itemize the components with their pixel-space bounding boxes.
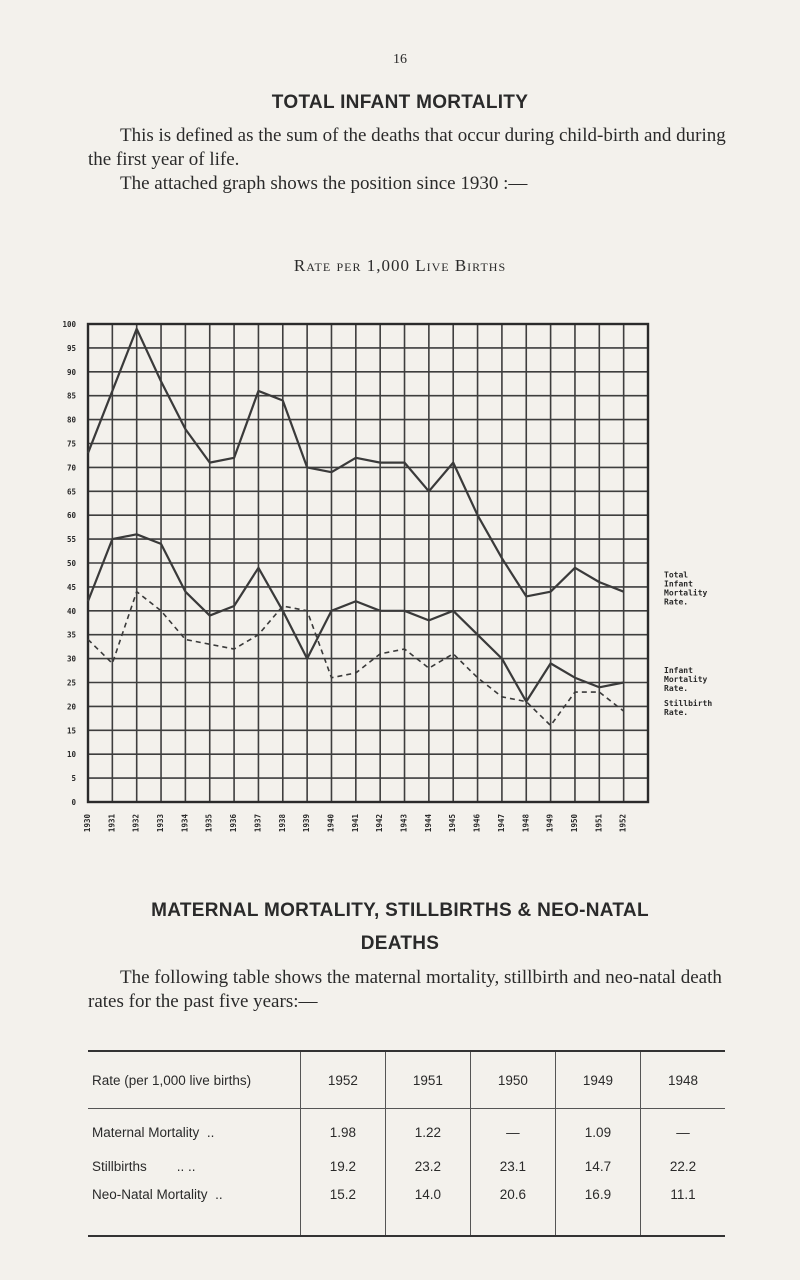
y-tick-label: 15 [66, 726, 76, 736]
y-tick-label: 25 [66, 678, 76, 688]
definition-paragraph: This is defined as the sum of the deaths that occur during child-birth and during the first year of life. [88, 125, 726, 170]
chart-title: Rate per 1,000 Live Births [293, 256, 507, 275]
table-cell: 20.6 [470, 1183, 555, 1236]
x-tick-label: 1952 [618, 814, 628, 833]
y-tick-label: 80 [66, 415, 76, 425]
x-tick-label: 1939 [302, 814, 312, 833]
y-tick-label: 90 [66, 367, 76, 377]
y-tick-label: 85 [66, 391, 76, 401]
table-cell: 22.2 [640, 1149, 725, 1183]
table-intro-paragraph: The following table shows the maternal mortality, stillbirth and neo-natal death rates for the past five years:— [88, 967, 722, 1012]
x-tick-label: 1951 [594, 814, 604, 833]
table-header-year: 1949 [555, 1051, 640, 1109]
table-cell: 1.22 [385, 1109, 470, 1150]
row-label: Stillbirths .. .. [92, 1158, 196, 1174]
table-cell: 19.2 [300, 1149, 385, 1183]
graph-intro-paragraph: The attached graph shows the position since 1930 :— [120, 173, 528, 194]
y-tick-label: 70 [66, 463, 76, 473]
section-heading-deaths: DEATHS [360, 933, 440, 954]
x-tick-label: 1932 [131, 814, 141, 833]
y-tick-label: 60 [66, 511, 76, 521]
x-tick-label: 1934 [180, 814, 190, 833]
table-header-label: Rate (per 1,000 live births) [88, 1051, 300, 1109]
y-tick-label: 0 [71, 798, 76, 807]
table-cell: 1.09 [555, 1109, 640, 1150]
table-cell: — [470, 1109, 555, 1150]
y-tick-label: 45 [66, 582, 76, 592]
y-tick-label: 10 [66, 750, 76, 760]
legend-label-3: Stillbirth Rate. [664, 699, 713, 718]
y-tick-label: 50 [66, 559, 76, 568]
page-number: 16 [393, 52, 407, 67]
table-cell: 14.7 [555, 1149, 640, 1183]
y-tick-label: 5 [71, 774, 76, 784]
x-tick-label: 1942 [375, 814, 385, 833]
table-row [88, 1183, 725, 1236]
x-tick-label: 1938 [277, 814, 287, 833]
y-tick-label: 55 [66, 535, 76, 545]
x-tick-label: 1940 [326, 814, 336, 833]
x-tick-label: 1950 [569, 814, 579, 833]
table-cell: 23.1 [470, 1149, 555, 1183]
table-cell: 11.1 [640, 1183, 725, 1236]
legend-label-1: Total Infant Mortality Rate. [664, 570, 708, 607]
x-tick-label: 1943 [399, 814, 409, 833]
x-tick-label: 1947 [496, 814, 506, 833]
table-cell: 1.98 [300, 1109, 385, 1150]
x-tick-label: 1949 [545, 814, 555, 833]
table-header-year: 1950 [470, 1051, 555, 1109]
x-tick-label: 1948 [521, 814, 531, 833]
y-tick-label: 20 [66, 702, 76, 712]
table-cell: — [640, 1109, 725, 1150]
x-tick-label: 1935 [204, 814, 214, 833]
table-cell: 15.2 [300, 1183, 385, 1236]
y-tick-label: 30 [66, 654, 76, 664]
y-tick-label: 95 [66, 343, 76, 353]
x-tick-label: 1936 [229, 814, 239, 833]
mortality-line-chart [50, 308, 730, 868]
y-tick-label: 65 [66, 487, 76, 497]
x-tick-label: 1941 [350, 814, 360, 833]
table-header-row [88, 1051, 725, 1109]
x-tick-label: 1933 [156, 814, 166, 833]
y-tick-label: 35 [66, 630, 76, 640]
table-header-year: 1952 [300, 1051, 385, 1109]
table-header-year: 1951 [385, 1051, 470, 1109]
table-cell: 16.9 [555, 1183, 640, 1236]
row-label: Maternal Mortality .. [92, 1124, 215, 1140]
table-cell: 14.0 [385, 1183, 470, 1236]
section-heading-total-infant-mortality: TOTAL INFANT MORTALITY [271, 92, 529, 113]
rates-table [88, 1050, 725, 1237]
table-row [88, 1109, 725, 1150]
table-header-year: 1948 [640, 1051, 725, 1109]
section-heading-maternal-mortality: MATERNAL MORTALITY, STILLBIRTHS & NEO-NATAL [151, 900, 649, 921]
legend-label-2: Infant Mortality Rate. [664, 666, 708, 693]
y-tick-label: 100 [62, 320, 76, 329]
x-tick-label: 1944 [423, 814, 433, 833]
x-tick-label: 1937 [253, 814, 263, 833]
y-tick-label: 40 [66, 606, 76, 616]
x-tick-label: 1945 [448, 814, 458, 833]
table-row [88, 1149, 725, 1183]
x-tick-label: 1946 [472, 814, 482, 833]
x-tick-label: 1931 [107, 814, 117, 833]
y-tick-label: 75 [66, 439, 76, 449]
x-tick-label: 1930 [83, 814, 92, 833]
row-label: Neo-Natal Mortality .. [88, 1183, 300, 1236]
table-cell: 23.2 [385, 1149, 470, 1183]
